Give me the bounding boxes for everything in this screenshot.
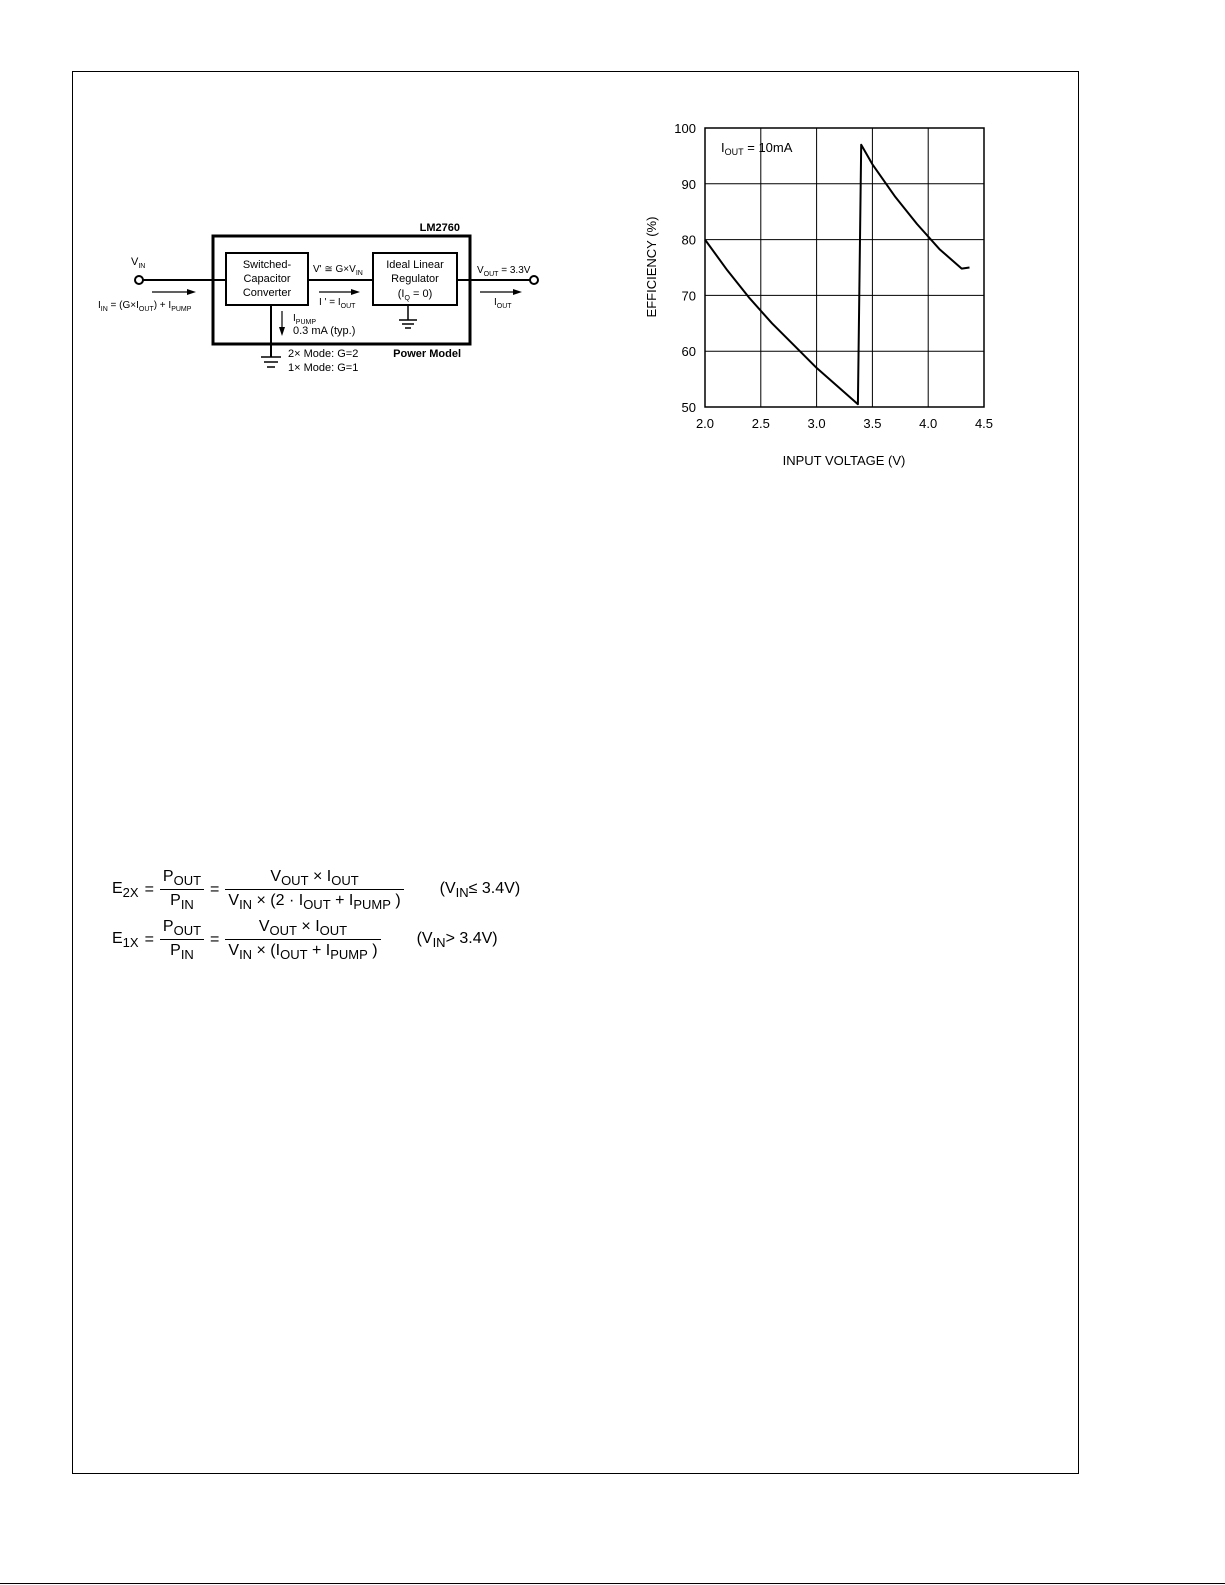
x-tick-label: 3.5	[863, 416, 882, 431]
reg-line2: Regulator	[391, 273, 439, 285]
e1x-condition: $(V_{IN}> 3.4V)$	[416, 930, 498, 951]
ipump-value: 0.3 mA (typ.)	[293, 325, 356, 337]
x-tick-label: 2.5	[751, 416, 770, 431]
equation-e1x: $E_{1X}$ = $\frac{P_{OUT}}{P_{IN}}$ = $\frac{V_{OUT} \times I_{OUT}}{V_{IN} \times (I_{OUT} + I_{PUMP} )}$ $(V_{IN}> 3.4V)$	[112, 918, 498, 963]
y-tick-label: 70	[681, 288, 696, 304]
power-model-diagram	[80, 210, 560, 380]
vin-terminal	[135, 276, 143, 284]
e2x-condition: $(V_{IN}\le 3.4V)$	[439, 880, 521, 901]
vout-terminal	[530, 276, 538, 284]
e2x-power-ratio: $\frac{P_{OUT}}{P_{IN}}$	[160, 868, 204, 912]
plot-area-border	[705, 128, 984, 407]
iin-arrow-head	[187, 289, 196, 295]
chip-label: LM2760	[419, 222, 460, 234]
y-tick-label: 90	[681, 176, 696, 192]
reg-line3: $(I_Q = 0)$	[397, 288, 433, 302]
y-tick-label: 50	[681, 400, 696, 415]
iout-arrow-head	[513, 289, 522, 295]
vout-label: $V_{OUT} = 3.3V$	[477, 265, 531, 278]
y-axis-label: EFFICIENCY (%)	[644, 216, 659, 318]
ipump-arrow-head	[279, 327, 285, 336]
power-model-label: Power Model	[393, 348, 461, 360]
iprime-label: I ' = $I_{OUT}$	[319, 297, 356, 310]
iprime-arrow-head	[351, 289, 360, 295]
page-bottom-rule	[0, 1583, 1225, 1584]
sc-line2: Capacitor	[243, 273, 291, 285]
chart-grid	[705, 128, 984, 407]
mode-1x: 1× Mode: G=1	[288, 362, 359, 374]
x-axis-label: INPUT VOLTAGE (V)	[782, 453, 906, 468]
e1x-power-ratio: $\frac{P_{OUT}}{P_{IN}}$	[160, 918, 204, 962]
iout-label: $I_{OUT}$	[494, 297, 512, 310]
e2x-expanded-ratio: $\frac{V_{OUT} \times I_{OUT}}{V_{IN} \times (2 \cdot I_{OUT} + I_{PUMP} )}$	[225, 868, 403, 912]
y-tick-label: 60	[681, 344, 696, 360]
x-tick-label: 4.0	[919, 416, 938, 431]
efficiency-chart	[630, 110, 1010, 480]
x-tick-label: 2.0	[695, 416, 715, 431]
mode-2x: 2× Mode: G=2	[288, 348, 359, 360]
equation-e2x: $E_{2X}$ = $\frac{P_{OUT}}{P_{IN}}$ = $\frac{V_{OUT} \times I_{OUT}}{V_{IN} \times (2 \cdot I_{OUT} + I_{PUMP} )}$ $(V_{IN}\le 3.4V)$	[112, 868, 521, 913]
x-tick-label: 3.0	[807, 416, 826, 431]
reg-line1: Ideal Linear	[386, 259, 444, 271]
e1x-lhs: $E_{1X}$	[112, 930, 139, 951]
vin-label: $V_{IN}$	[131, 256, 146, 270]
x-tick-label: 4.5	[974, 416, 994, 431]
y-tick-label: 100	[674, 121, 696, 136]
chart-annotation: $I_{OUT} = 10mA$	[721, 140, 793, 157]
chart-ticks	[674, 121, 993, 431]
e1x-expanded-ratio: $\frac{V_{OUT} \times I_{OUT}}{V_{IN} \times (I_{OUT} + I_{PUMP} )}$	[225, 918, 380, 962]
y-tick-label: 80	[681, 232, 696, 248]
ipump-label: $I_{PUMP}$	[293, 313, 317, 326]
sc-line3: Converter	[242, 287, 292, 299]
e2x-lhs: $E_{2X}$	[112, 880, 139, 901]
vprime-label: V' ≅ $G\times V_{IN}$	[313, 264, 363, 277]
iin-label: $I_{IN} = (G\times I_{OUT}) + I_{PUMP}$	[98, 300, 192, 313]
sc-line1: Switched-	[242, 259, 292, 271]
